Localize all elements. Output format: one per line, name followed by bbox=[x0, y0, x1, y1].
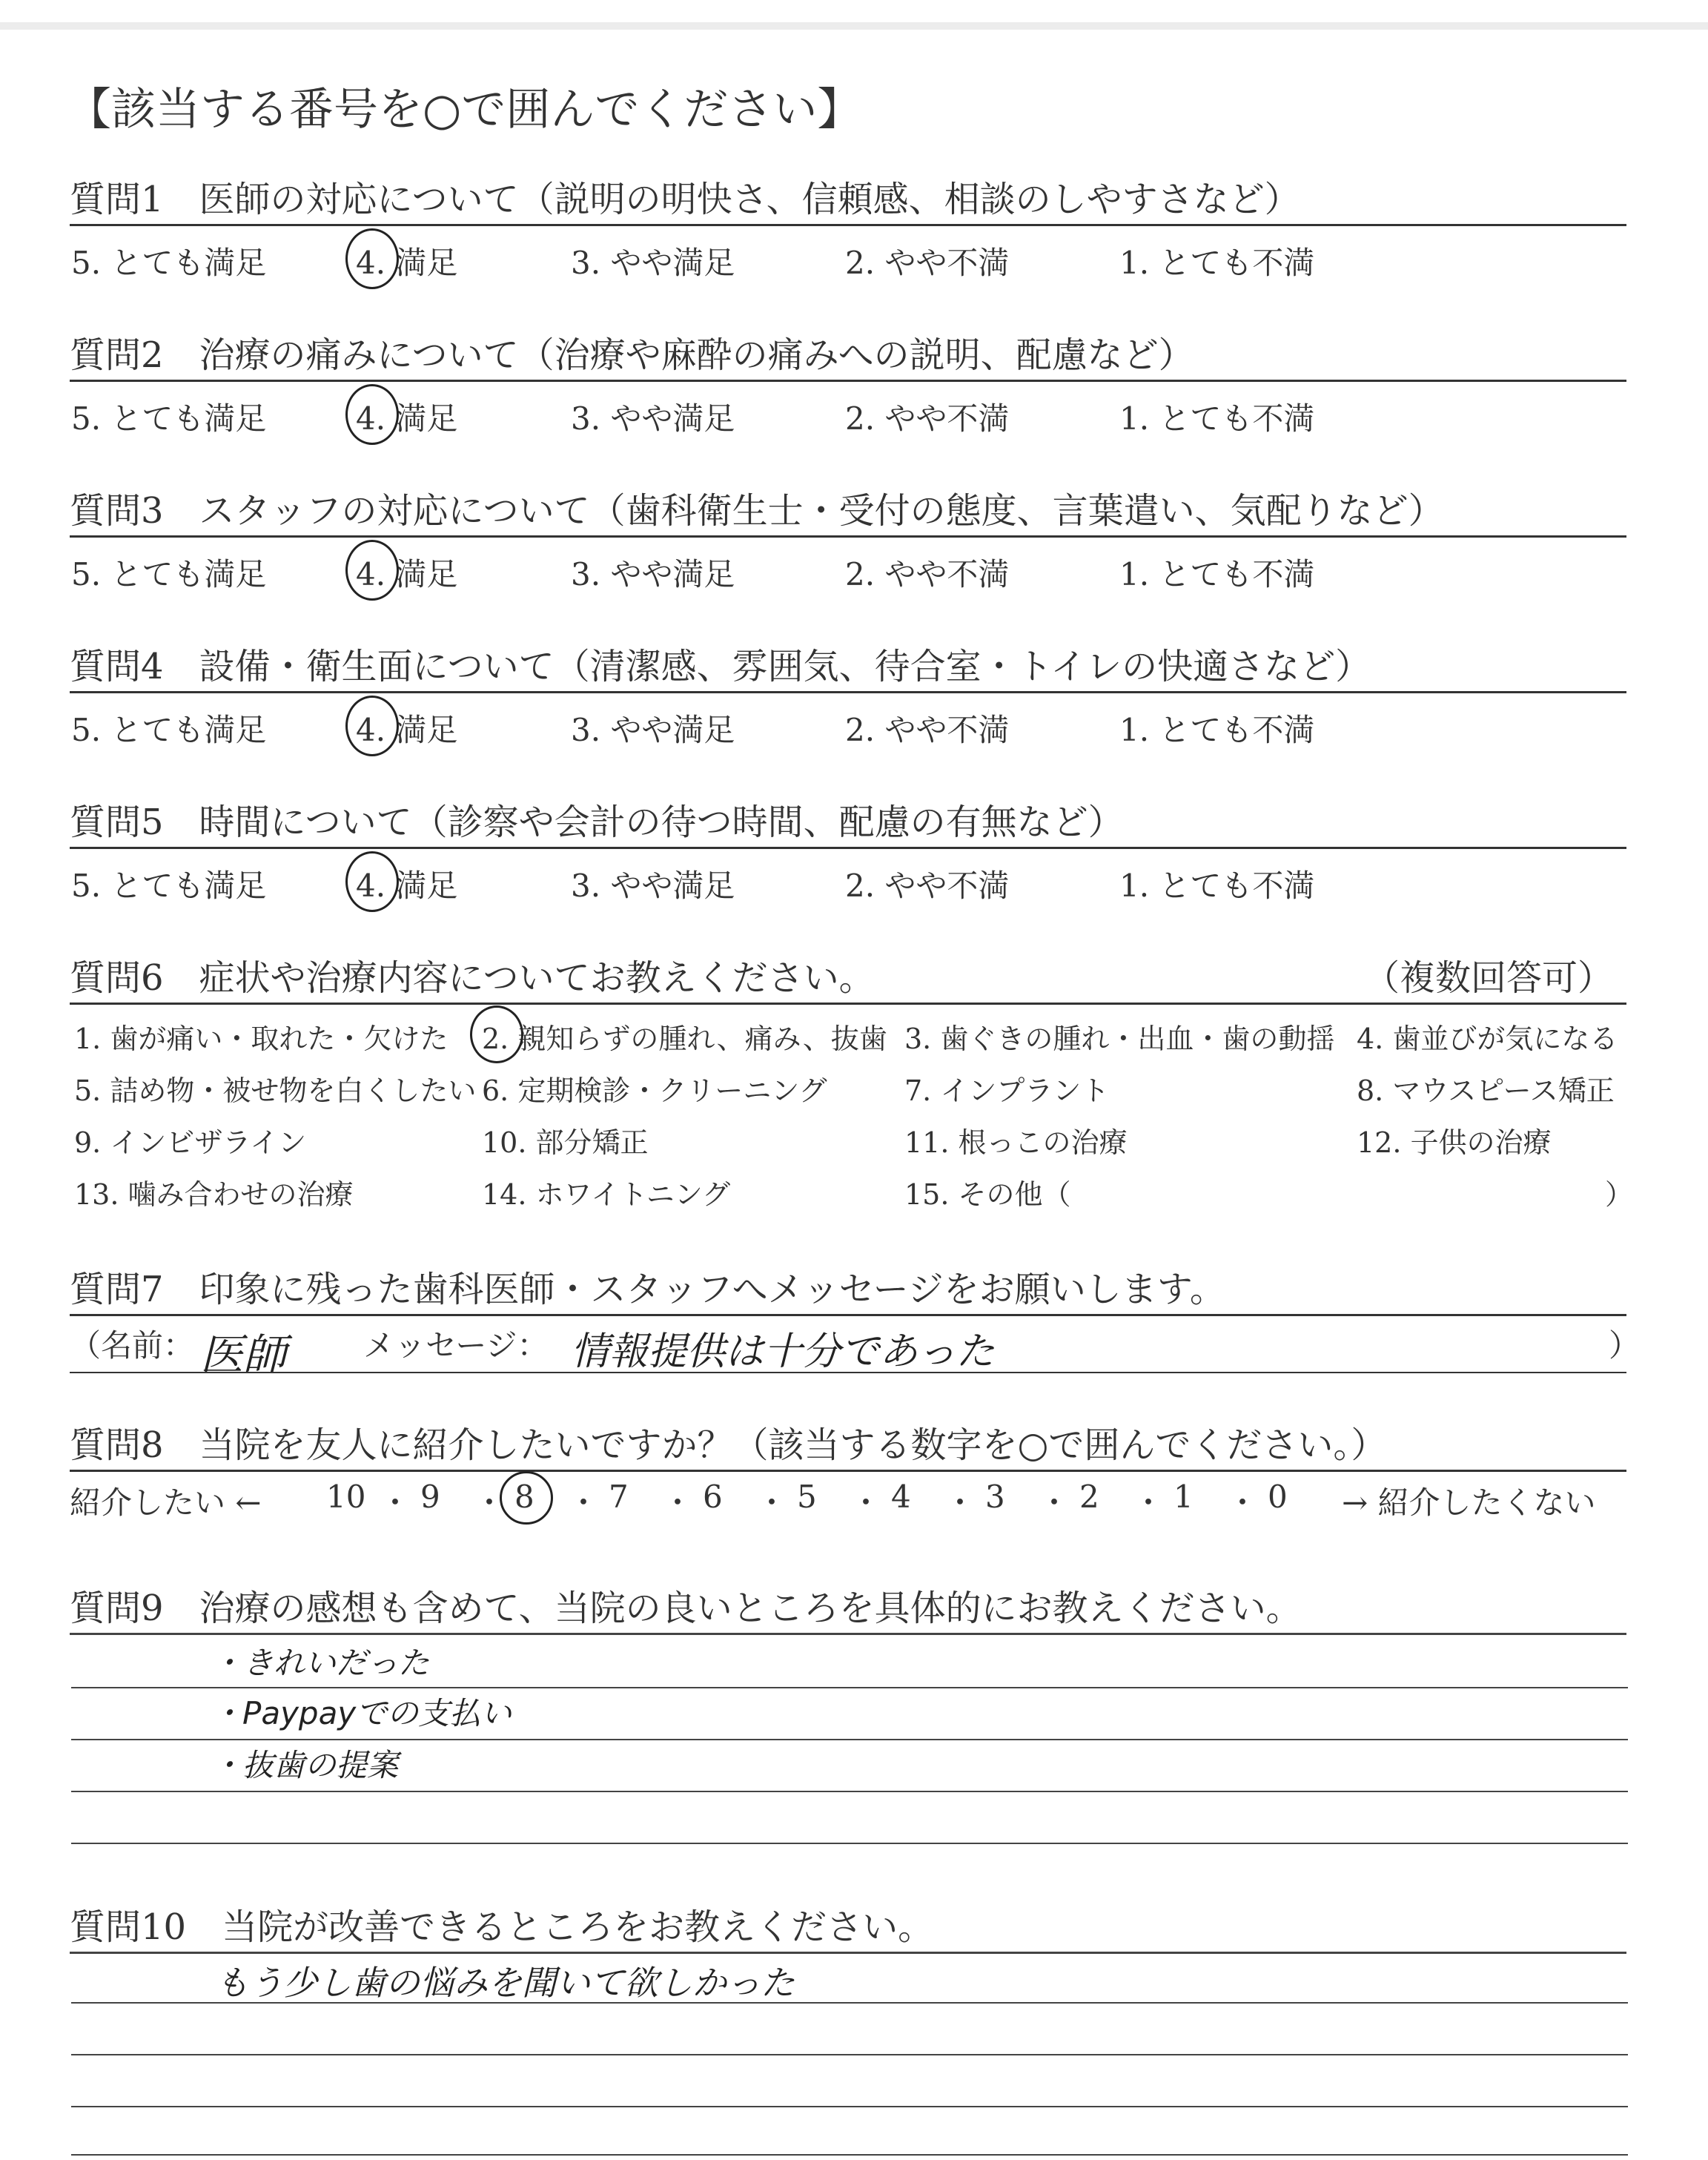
selection-circle bbox=[345, 696, 399, 756]
recommend-score[interactable]: 1 bbox=[1174, 1479, 1194, 1515]
answer-line bbox=[71, 2154, 1628, 2156]
recommend-score[interactable]: 10 bbox=[326, 1479, 366, 1515]
question-3-title: 質問3 スタッフの対応について（歯科衛生士・受付の態度、言葉遣い、気配りなど） bbox=[70, 490, 1444, 532]
rating-option[interactable]: 4. 満足 bbox=[356, 400, 458, 437]
rating-option[interactable]: 2. やや不満 bbox=[845, 556, 1010, 592]
rating-option[interactable]: 3. やや満足 bbox=[571, 868, 735, 904]
symptom-option: ） bbox=[1605, 1178, 1634, 1211]
rating-option[interactable]: 2. やや不満 bbox=[845, 868, 1010, 904]
question-10-rule bbox=[70, 1952, 1626, 1954]
symptom-option[interactable]: 1. 歯が痛い・取れた・欠けた bbox=[74, 1023, 448, 1055]
selection-circle bbox=[345, 384, 399, 445]
rating-option[interactable]: 5. とても満足 bbox=[71, 868, 267, 904]
answer-line bbox=[71, 1687, 1628, 1688]
rating-option[interactable]: 3. やや満足 bbox=[571, 400, 735, 437]
rating-option[interactable]: 1. とても不満 bbox=[1119, 712, 1315, 748]
question-7-bottom-rule bbox=[70, 1372, 1626, 1373]
name-label: （名前： bbox=[70, 1327, 195, 1364]
question-1-title: 質問1 医師の対応について（説明の明快さ、信頼感、相談のしやすさなど） bbox=[70, 179, 1300, 220]
score-separator: ・ bbox=[756, 1484, 788, 1521]
symptom-option[interactable]: 14. ホワイトニング bbox=[482, 1178, 731, 1211]
rating-option[interactable]: 1. とても不満 bbox=[1119, 556, 1315, 592]
answer-line bbox=[71, 2106, 1628, 2107]
improvement-answer: もう少し歯の悩みを聞いて欲しかった bbox=[215, 1963, 795, 2003]
selection-circle bbox=[470, 1005, 523, 1063]
rating-option[interactable]: 4. 満足 bbox=[356, 868, 458, 904]
symptom-option[interactable]: 9. インビザライン bbox=[74, 1126, 307, 1159]
symptom-option[interactable]: 11. 根っこの治療 bbox=[904, 1126, 1128, 1159]
rating-option[interactable]: 5. とても満足 bbox=[71, 245, 267, 281]
rating-option[interactable]: 2. やや不満 bbox=[845, 400, 1010, 437]
recommend-score[interactable]: 6 bbox=[703, 1479, 723, 1515]
score-separator: ・ bbox=[850, 1484, 882, 1521]
question-8-rule bbox=[70, 1470, 1626, 1472]
rating-option[interactable]: 2. やや不満 bbox=[845, 712, 1010, 748]
score-separator: ・ bbox=[568, 1484, 600, 1521]
good-point-2: ・Paypayでの支払い bbox=[211, 1695, 512, 1731]
question-9-title: 質問9 治療の感想も含めて、当院の良いところを具体的にお教えください。 bbox=[70, 1588, 1302, 1629]
symptom-option[interactable]: 13. 噛み合わせの治療 bbox=[74, 1178, 354, 1211]
score-separator: ・ bbox=[662, 1484, 694, 1521]
recommend-score[interactable]: 0 bbox=[1268, 1479, 1288, 1515]
message-value: 情報提供は十分であった bbox=[571, 1330, 995, 1374]
message-label: メッセージ： bbox=[363, 1327, 549, 1364]
rating-option[interactable]: 3. やや満足 bbox=[571, 245, 735, 281]
score-separator: ・ bbox=[380, 1484, 411, 1521]
symptom-option[interactable]: 7. インプラント bbox=[904, 1074, 1110, 1107]
rating-option[interactable]: 5. とても満足 bbox=[71, 556, 267, 592]
question-6-note: （複数回答可） bbox=[1364, 957, 1614, 999]
selection-circle bbox=[500, 1471, 553, 1525]
recommend-score[interactable]: 8 bbox=[514, 1479, 534, 1515]
message-close: ） bbox=[1609, 1327, 1641, 1364]
good-point-1: ・きれいだった bbox=[211, 1645, 430, 1681]
symptom-option[interactable]: 2. 親知らずの腫れ、痛み、抜歯 bbox=[482, 1023, 887, 1055]
symptom-option[interactable]: 15. その他（ bbox=[904, 1178, 1071, 1211]
score-separator: ・ bbox=[1133, 1484, 1165, 1521]
score-separator: ・ bbox=[474, 1484, 506, 1521]
selection-circle bbox=[345, 851, 399, 912]
recommend-score[interactable]: 9 bbox=[420, 1479, 440, 1515]
rating-option[interactable]: 4. 満足 bbox=[356, 556, 458, 592]
recommend-right-label: → 紹介したくない bbox=[1342, 1484, 1596, 1521]
score-separator: ・ bbox=[1227, 1484, 1259, 1521]
recommend-score[interactable]: 2 bbox=[1079, 1479, 1099, 1515]
question-2-title: 質問2 治療の痛みについて（治療や麻酔の痛みへの説明、配慮など） bbox=[70, 334, 1194, 376]
name-value: 医師 bbox=[200, 1330, 287, 1380]
symptom-option[interactable]: 8. マウスピース矯正 bbox=[1357, 1074, 1615, 1107]
rating-option[interactable]: 3. やや満足 bbox=[571, 712, 735, 748]
question-1-rule bbox=[70, 224, 1626, 226]
question-5-rule bbox=[70, 847, 1626, 849]
question-9-rule bbox=[70, 1633, 1626, 1635]
symptom-option[interactable]: 3. 歯ぐきの腫れ・出血・歯の動揺 bbox=[904, 1023, 1335, 1055]
recommend-score[interactable]: 3 bbox=[985, 1479, 1005, 1515]
question-7-rule bbox=[70, 1314, 1626, 1316]
question-2-rule bbox=[70, 380, 1626, 382]
rating-option[interactable]: 5. とても満足 bbox=[71, 400, 267, 437]
rating-option[interactable]: 2. やや不満 bbox=[845, 245, 1010, 281]
page-heading: 【該当する番号を○で囲んでください】 bbox=[67, 84, 862, 136]
question-5-title: 質問5 時間について（診察や会計の待つ時間、配慮の有無など） bbox=[70, 802, 1124, 843]
answer-line bbox=[71, 1791, 1628, 1792]
question-6-title: 質問6 症状や治療内容についてお教えください。 bbox=[70, 957, 875, 999]
question-4-title: 質問4 設備・衛生面について（清潔感、雰囲気、待合室・トイレの快適さなど） bbox=[70, 646, 1371, 687]
symptom-option[interactable]: 10. 部分矯正 bbox=[482, 1126, 649, 1159]
recommend-left-label: 紹介したい ← bbox=[70, 1484, 262, 1521]
rating-option[interactable]: 1. とても不満 bbox=[1119, 400, 1315, 437]
answer-line bbox=[71, 1739, 1628, 1740]
symptom-option[interactable]: 4. 歯並びが気になる bbox=[1357, 1023, 1618, 1055]
selection-circle bbox=[345, 228, 399, 289]
question-4-rule bbox=[70, 691, 1626, 693]
question-10-title: 質問10 当院が改善できるところをお教えください。 bbox=[70, 1906, 934, 1948]
score-separator: ・ bbox=[944, 1484, 976, 1521]
scan-edge bbox=[0, 22, 1708, 30]
answer-line bbox=[71, 2054, 1628, 2055]
good-point-3: ・抜歯の提案 bbox=[211, 1747, 399, 1783]
question-3-rule bbox=[70, 535, 1626, 538]
selection-circle bbox=[345, 540, 399, 601]
rating-option[interactable]: 4. 満足 bbox=[356, 712, 458, 748]
question-7-title: 質問7 印象に残った歯科医師・スタッフへメッセージをお願いします。 bbox=[70, 1269, 1225, 1310]
recommend-score[interactable]: 5 bbox=[797, 1479, 817, 1515]
recommend-score[interactable]: 7 bbox=[609, 1479, 629, 1515]
symptom-option[interactable]: 5. 詰め物・被せ物を白くしたい bbox=[74, 1074, 477, 1107]
recommend-score[interactable]: 4 bbox=[891, 1479, 911, 1515]
rating-option[interactable]: 4. 満足 bbox=[356, 245, 458, 281]
rating-option[interactable]: 1. とても不満 bbox=[1119, 245, 1315, 281]
rating-option[interactable]: 5. とても満足 bbox=[71, 712, 267, 748]
symptom-option[interactable]: 6. 定期検診・クリーニング bbox=[482, 1074, 827, 1107]
answer-line bbox=[71, 1843, 1628, 1844]
rating-option[interactable]: 1. とても不満 bbox=[1119, 868, 1315, 904]
score-separator: ・ bbox=[1039, 1484, 1070, 1521]
question-6-rule bbox=[70, 1003, 1626, 1005]
question-8-title: 質問8 当院を友人に紹介したいですか？（該当する数字を○で囲んでください。） bbox=[70, 1424, 1387, 1466]
symptom-option[interactable]: 12. 子供の治療 bbox=[1357, 1126, 1552, 1159]
rating-option[interactable]: 3. やや満足 bbox=[571, 556, 735, 592]
